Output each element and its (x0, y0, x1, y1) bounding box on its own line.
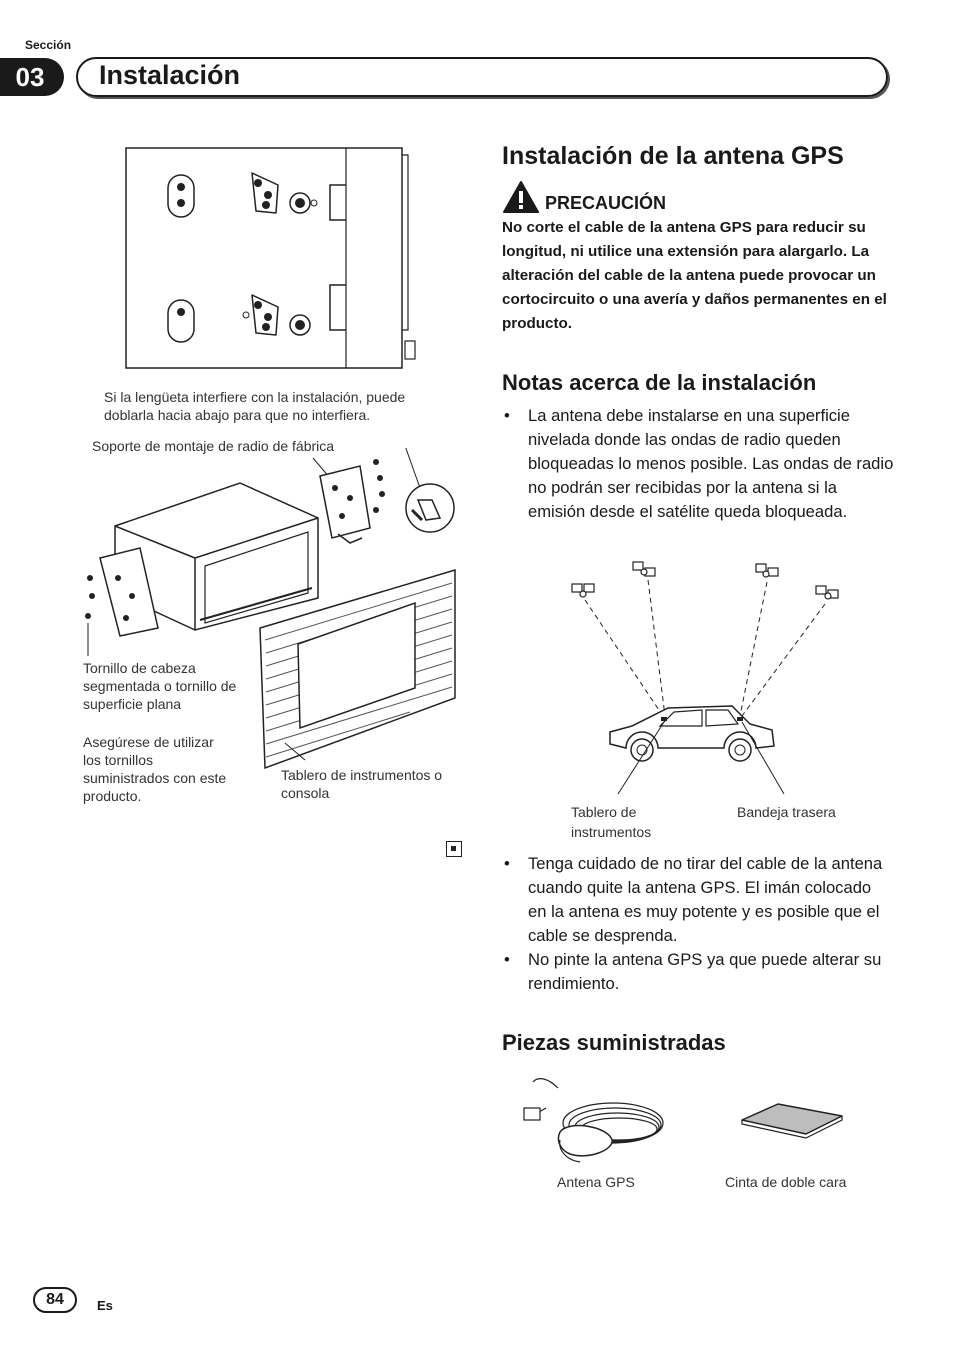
part-label-tape: Cinta de doble cara (725, 1174, 847, 1190)
section-title-parts: Piezas suministradas (502, 1030, 726, 1055)
gps-antenna-image (518, 1068, 678, 1168)
bracket-side-diagram (120, 145, 420, 370)
caution-title: PRECAUCIÓN (545, 193, 667, 213)
language-code: Es (97, 1298, 113, 1313)
section-title-notes: Notas acerca de la instalación (502, 370, 817, 395)
caption-bracket: Soporte de montaje de radio de fábrica (92, 438, 335, 454)
caption-car-dash: Tablero de instrumentos (571, 804, 652, 840)
section-label: Sección (25, 38, 72, 52)
caption-use-screws: Asegúrese de utilizar los tornillos suministrados con este producto. (83, 734, 227, 804)
end-mark-icon (446, 841, 462, 857)
section-number: 03 (0, 58, 64, 96)
satellite-icon (572, 562, 838, 599)
chapter-title: Instalación (99, 60, 241, 90)
warning-icon (502, 180, 540, 214)
section-title-gps: Instalación de la antena GPS (502, 142, 844, 170)
caption-car-rear: Bandeja trasera (737, 804, 836, 820)
note-bullet-2: • Tenga cuidado de no tirar del cable de la antena cuando quite la antena GPS. El imán colocado en la antena es muy potente y es posible que el cable se desprenda. (502, 852, 894, 948)
part-label-gps-antenna: Antena GPS (557, 1174, 635, 1190)
caption-screw: Tornillo de cabeza segmentada o tornillo de superficie plana (83, 660, 237, 712)
page-number: 84 (33, 1287, 77, 1313)
installation-diagram (80, 448, 460, 778)
car-satellite-diagram (560, 556, 860, 800)
note-bullet-1: • La antena debe instalarse en una superficie nivelada donde las ondas de radio queden bloqueadas lo menos posible. Las ondas de radio no podrán ser recibidas por la antena si la emisión desde el satélite queda bloqueada. (502, 404, 894, 524)
note-bullet-3: • No pinte la antena GPS ya que puede alterar su rendimiento. (502, 948, 894, 996)
notes-list-1 (502, 404, 894, 524)
notes-list-2 (502, 852, 894, 996)
caption-tab: Si la lengüeta interfiere con la instalación, puede doblarla hacia abajo para que no interfiera. (104, 389, 406, 423)
caution-text: No corte el cable de la antena GPS para reducir su longitud, ni utilice una extensión para alargarlo. La alteración del cable de la antena puede provocar un cortocircuito o una avería y daños permanentes en el producto. (502, 219, 887, 332)
caption-dashboard: Tablero de instrumentos o consola (281, 767, 443, 801)
double-sided-tape-image (738, 1100, 848, 1150)
